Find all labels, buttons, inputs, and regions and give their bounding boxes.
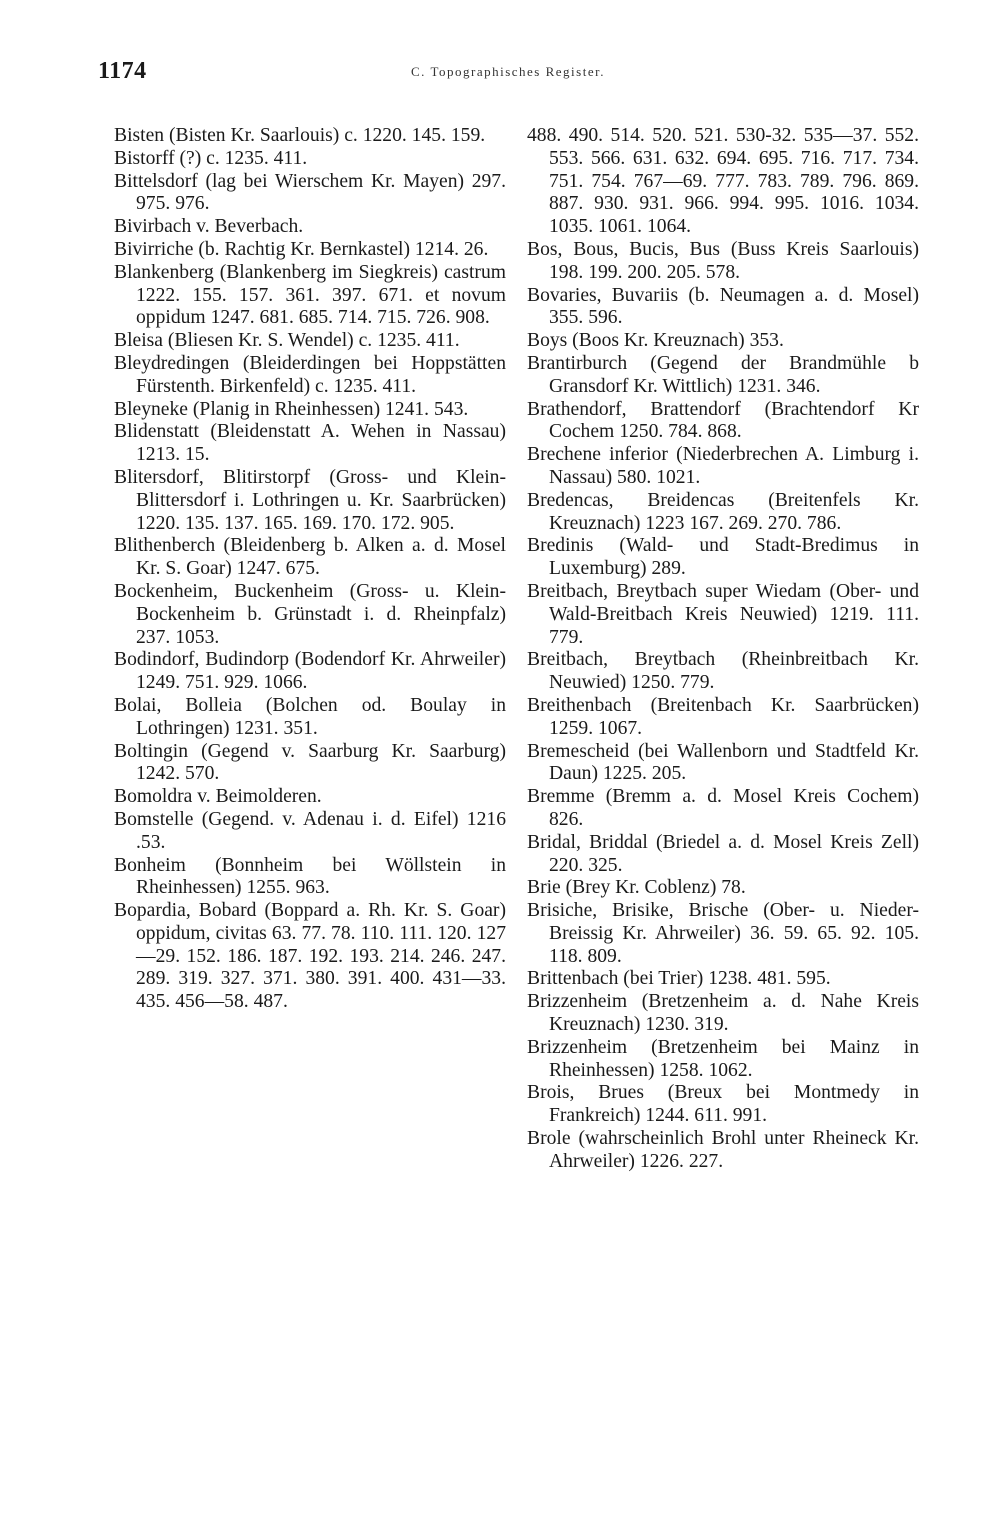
register-entry: Bisten (Bisten Kr. Saarlouis) c. 1220. 145. 159. bbox=[114, 125, 486, 146]
page-header bbox=[98, 58, 918, 88]
register-entry: Brittenbach (bei Trier) 1238. 481. 595. bbox=[527, 968, 831, 990]
register-entry: Blitersdorf, Blitirstorpf (Gross- und Klein-Blittersdorf i. Lothringen u. Kr. Saarbrücken) 1220. 135. 137. 165. 169. 170. 172. 905. bbox=[114, 466, 506, 534]
register-entry: Brathendorf, Brattendorf (Brachtendorf Kr Cochem 1250. 784. 868. bbox=[527, 398, 919, 443]
register-entry: Brechene inferior (Niederbrechen A. Limburg i. Nassau) 580. 1021. bbox=[527, 444, 919, 488]
register-entry: Bittelsdorf (lag bei Wierschem Kr. Mayen) 297. 975. 976. bbox=[114, 170, 506, 215]
register-entry: Bremme (Bremm a. d. Mosel Kreis Cochem) 826. bbox=[527, 786, 919, 830]
register-entry: Bomstelle (Gegend. v. Adenau i. d. Eifel) 1216 .53. bbox=[114, 808, 506, 853]
left-column bbox=[114, 125, 506, 1014]
running-head: C. Topographisches Register. bbox=[411, 64, 605, 79]
register-entry: Breithenbach (Breitenbach Kr. Saarbrücken) 1259. 1067. bbox=[527, 694, 919, 739]
register-entry: Bredinis (Wald- und Stadt-Bredimus in Luxemburg) 289. bbox=[527, 535, 919, 580]
register-entry: Breitbach, Breytbach super Wiedam (Ober- und Wald-Breitbach Kreis Neuwied) 1219. 111. 779. bbox=[527, 580, 919, 648]
register-entry: Brizzenheim (Bretzenheim bei Mainz in Rheinhessen) 1258. 1062. bbox=[527, 1036, 919, 1081]
register-entry: Brois, Brues (Breux bei Montmedy in Frankreich) 1244. 611. 991. bbox=[527, 1082, 919, 1127]
register-entry: Bos, Bous, Bucis, Bus (Buss Kreis Saarlouis) 198. 199. 200. 205. 578. bbox=[527, 238, 919, 283]
page-number: 1174 bbox=[98, 58, 147, 84]
register-entry: Bistorff (?) c. 1235. 411. bbox=[114, 147, 308, 169]
register-entry: Brizzenheim (Bretzenheim a. d. Nahe Kreis Kreuznach) 1230. 319. bbox=[527, 991, 919, 1036]
register-entry: Bridal, Briddal (Briedel a. d. Mosel Kreis Zell) 220. 325. bbox=[527, 831, 919, 876]
register-entry: Breitbach, Breytbach (Rheinbreitbach Kr. Neuwied) 1250. 779. bbox=[527, 649, 919, 694]
register-entry: 488. 490. 514. 520. 521. 530-32. 535—37. 552. 553. 566. 631. 632. 694. 695. 716. 717. 734. 751. 754. 767—69. 777. 783. 789. 796. 869. 887. 930. 931. 966. 994. 995. 1016. 1034. 1035. 1061. 1064. bbox=[527, 125, 919, 238]
register-entry: Bredencas, Breidencas (Breitenfels Kr. Kreuznach) 1223 167. 269. 270. 786. bbox=[527, 489, 919, 534]
register-entry: Bleydredingen (Bleiderdingen bei Hoppstätten Fürstenth. Birkenfeld) c. 1235. 411. bbox=[114, 352, 506, 397]
register-entry: Blidenstatt (Bleidenstatt A. Wehen in Nassau) 1213. 15. bbox=[114, 421, 506, 466]
register-entry: Bleyneke (Planig in Rheinhessen) 1241. 543. bbox=[114, 398, 469, 420]
register-entry: Bremescheid (bei Wallenborn und Stadtfeld Kr. Daun) 1225. 205. bbox=[527, 740, 919, 785]
register-entry: Bivirbach v. Beverbach. bbox=[114, 216, 304, 238]
register-entry: Bopardia, Bobard (Boppard a. Rh. Kr. S. Goar) oppidum, civitas 63. 77. 78. 110. 111. 120. 127—29. 152. 186. 187. 192. 193. 214. 246. 247. 289. 319. 327. 371. 380. 391. 400. 431—33. 435. 456—58. 487. bbox=[114, 900, 506, 1013]
register-entry: Bleisa (Bliesen Kr. S. Wendel) c. 1235. 411. bbox=[114, 330, 460, 352]
register-entry: Blankenberg (Blankenberg im Siegkreis) castrum 1222. 155. 157. 361. 397. 671. et novum oppidum 1247. 681. 685. 714. 715. 726. 908. bbox=[114, 261, 506, 329]
register-entry: Brie (Brey Kr. Coblenz) 78. bbox=[527, 877, 746, 899]
register-entry: Bockenheim, Buckenheim (Gross- u. Klein-Bockenheim b. Grünstadt i. d. Rheinpfalz) 237. 1053. bbox=[114, 580, 506, 648]
register-entry: Boltingin (Gegend v. Saarburg Kr. Saarburg) 1242. 570. bbox=[114, 740, 506, 785]
register-entry: Boys (Boos Kr. Kreuznach) 353. bbox=[527, 330, 784, 352]
register-entry: Blithenberch (Bleidenberg b. Alken a. d. Mosel Kr. S. Goar) 1247. 675. bbox=[114, 535, 506, 580]
register-entry: Bivirriche (b. Rachtig Kr. Bernkastel) 1214. 26. bbox=[114, 238, 489, 260]
register-entry: Bolai, Bolleia (Bolchen od. Boulay in Lothringen) 1231. 351. bbox=[114, 694, 506, 739]
register-entry: Bodindorf, Budindorp (Bodendorf Kr. Ahrweiler) 1249. 751. 929. 1066. bbox=[114, 649, 506, 694]
right-column bbox=[527, 125, 919, 1174]
register-entry: Brantirburch (Gegend der Brandmühle b Gransdorf Kr. Wittlich) 1231. 346. bbox=[527, 352, 919, 397]
register-entry: Bonheim (Bonnheim bei Wöllstein in Rheinhessen) 1255. 963. bbox=[114, 854, 506, 899]
register-entry: Bomoldra v. Beimolderen. bbox=[114, 786, 322, 808]
register-entry: Bovaries, Buvariis (b. Neumagen a. d. Mosel) 355. 596. bbox=[527, 284, 919, 329]
register-entry: Brole (wahrscheinlich Brohl unter Rheineck Kr. Ahrweiler) 1226. 227. bbox=[527, 1128, 919, 1172]
register-entry: Brisiche, Brisike, Brische (Ober- u. Nieder-Breissig Kr. Ahrweiler) 36. 59. 65. 92. 105. 118. 809. bbox=[527, 900, 919, 967]
